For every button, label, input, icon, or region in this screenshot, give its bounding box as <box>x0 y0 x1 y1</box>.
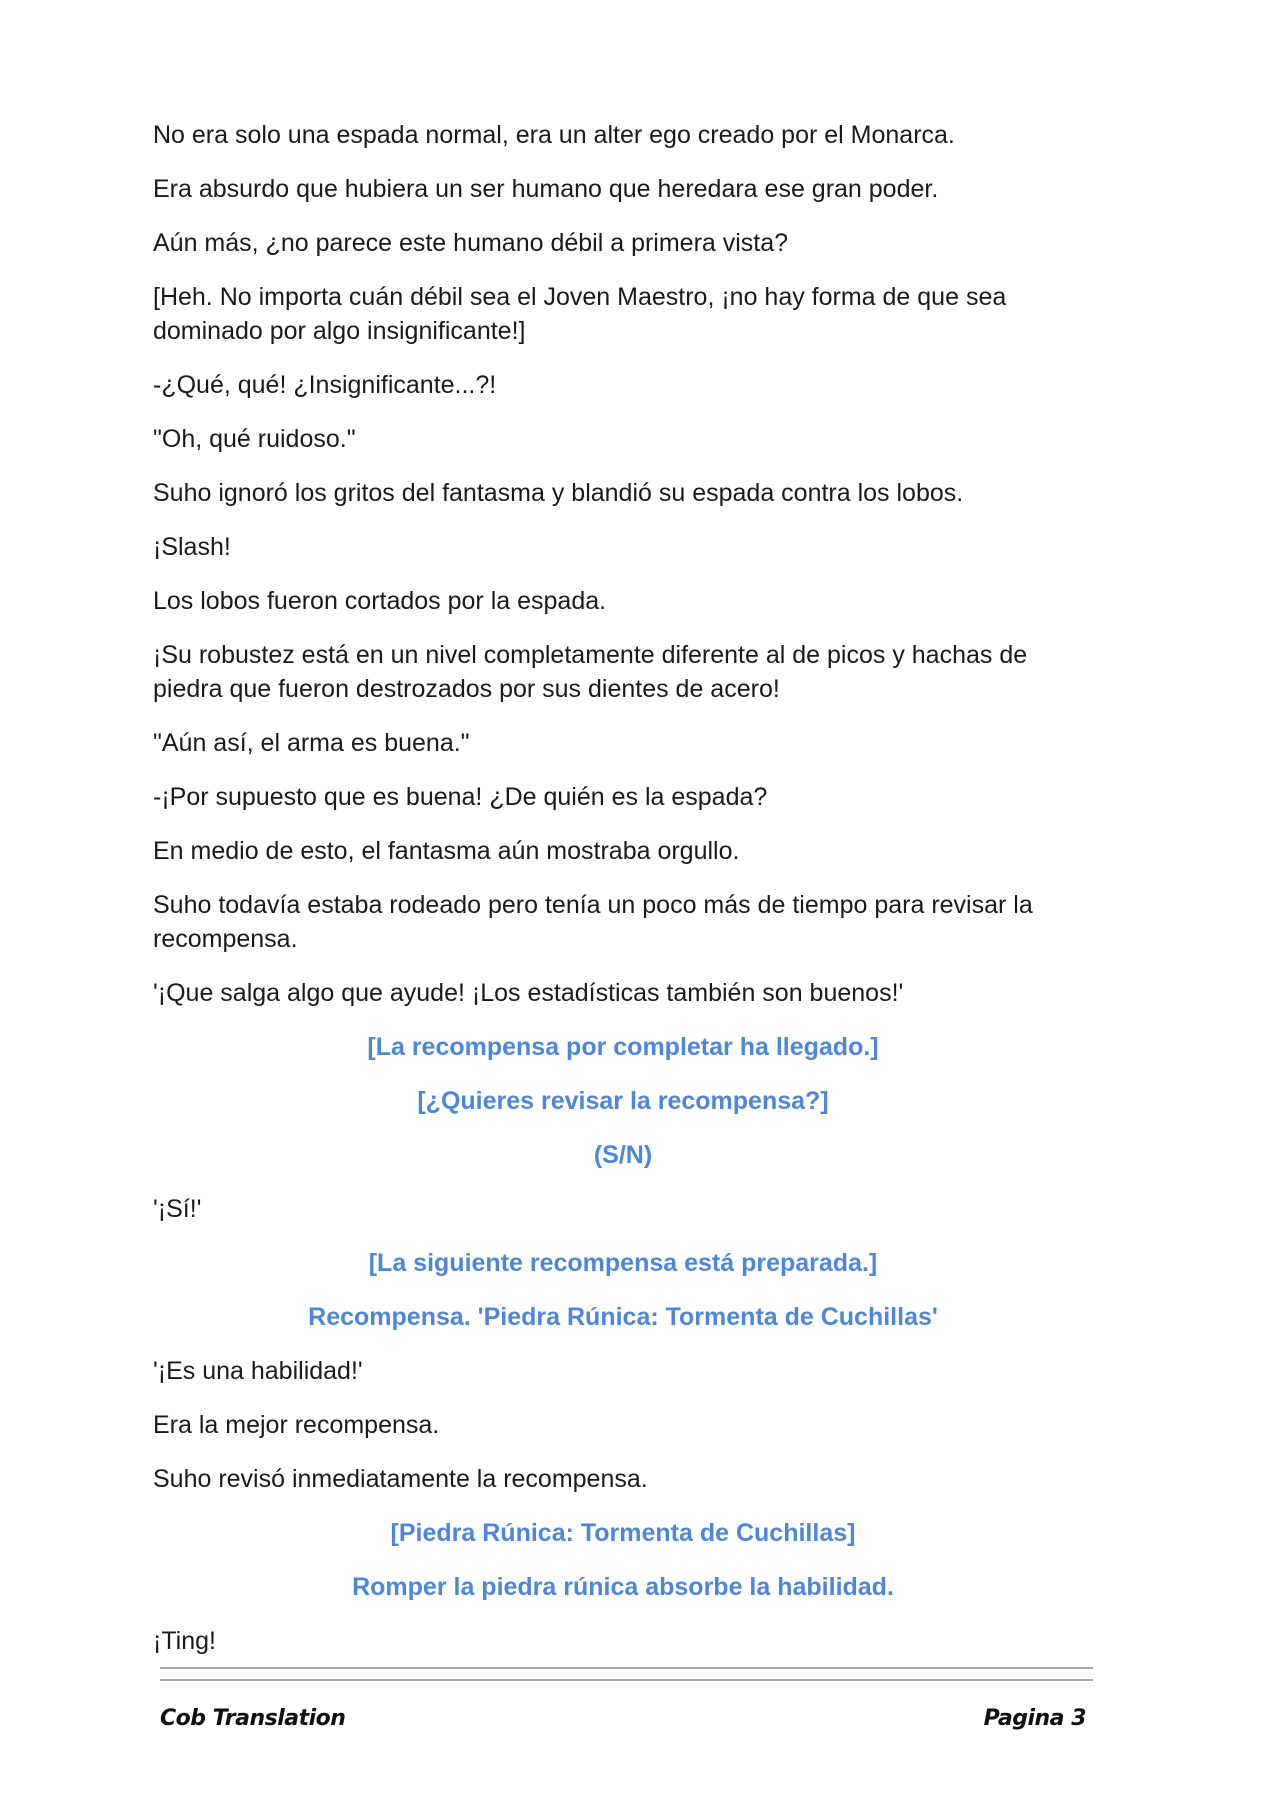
footer-credit: Cob Translation <box>160 1706 346 1731</box>
footer-rule-bottom <box>160 1679 1093 1681</box>
paragraph: ¡Slash! <box>153 533 231 561</box>
paragraph: -¡Por supuesto que es buena! ¿De quién es la espada? <box>153 783 768 811</box>
paragraph: Suho revisó inmediatamente la recompensa. <box>153 1465 648 1493</box>
paragraph: Suho ignoró los gritos del fantasma y blandió su espada contra los lobos. <box>153 479 964 507</box>
paragraph: No era solo una espada normal, era un alter ego creado por el Monarca. <box>153 121 955 149</box>
paragraph: Aún más, ¿no parece este humano débil a primera vista? <box>153 229 789 257</box>
system-message: [Piedra Rúnica: Tormenta de Cuchillas] <box>390 1519 856 1547</box>
paragraph: [Heh. No importa cuán débil sea el Joven Maestro, ¡no hay forma de que sea dominado por algo insignificante!] <box>153 283 1007 345</box>
footer-rule-top <box>160 1667 1093 1669</box>
document-body <box>153 118 1093 1678</box>
system-message: [La recompensa por completar ha llegado.] <box>367 1033 879 1061</box>
paragraph: Suho todavía estaba rodeado pero tenía un poco más de tiempo para revisar la recompensa. <box>153 891 1033 953</box>
system-message: Recompensa. 'Piedra Rúnica: Tormenta de Cuchillas' <box>308 1303 938 1331</box>
paragraph: En medio de esto, el fantasma aún mostraba orgullo. <box>153 837 740 865</box>
paragraph: '¡Es una habilidad!' <box>153 1357 363 1385</box>
system-message: [La siguiente recompensa está preparada.] <box>368 1249 878 1277</box>
system-message: [¿Quieres revisar la recompensa?] <box>417 1087 829 1115</box>
system-message: Romper la piedra rúnica absorbe la habilidad. <box>352 1573 894 1601</box>
paragraph: ¡Su robustez está en un nivel completamente diferente al de picos y hachas de piedra que fueron destrozados por sus dientes de acero! <box>153 641 1028 703</box>
paragraph: "Aún así, el arma es buena." <box>153 729 470 757</box>
paragraph: '¡Que salga algo que ayude! ¡Los estadísticas también son buenos!' <box>153 979 904 1007</box>
system-message: (S/N) <box>593 1141 653 1169</box>
paragraph: ¡Ting! <box>153 1627 216 1655</box>
paragraph: "Oh, qué ruidoso." <box>153 425 356 453</box>
paragraph: Era absurdo que hubiera un ser humano que heredara ese gran poder. <box>153 175 939 203</box>
paragraph: Los lobos fueron cortados por la espada. <box>153 587 607 615</box>
paragraph: -¿Qué, qué! ¿Insignificante...?! <box>153 371 497 399</box>
page-number: Pagina 3 <box>983 1706 1086 1731</box>
paragraph: '¡Sí!' <box>153 1195 202 1223</box>
paragraph: Era la mejor recompensa. <box>153 1411 440 1439</box>
footer-divider <box>160 1667 1093 1691</box>
